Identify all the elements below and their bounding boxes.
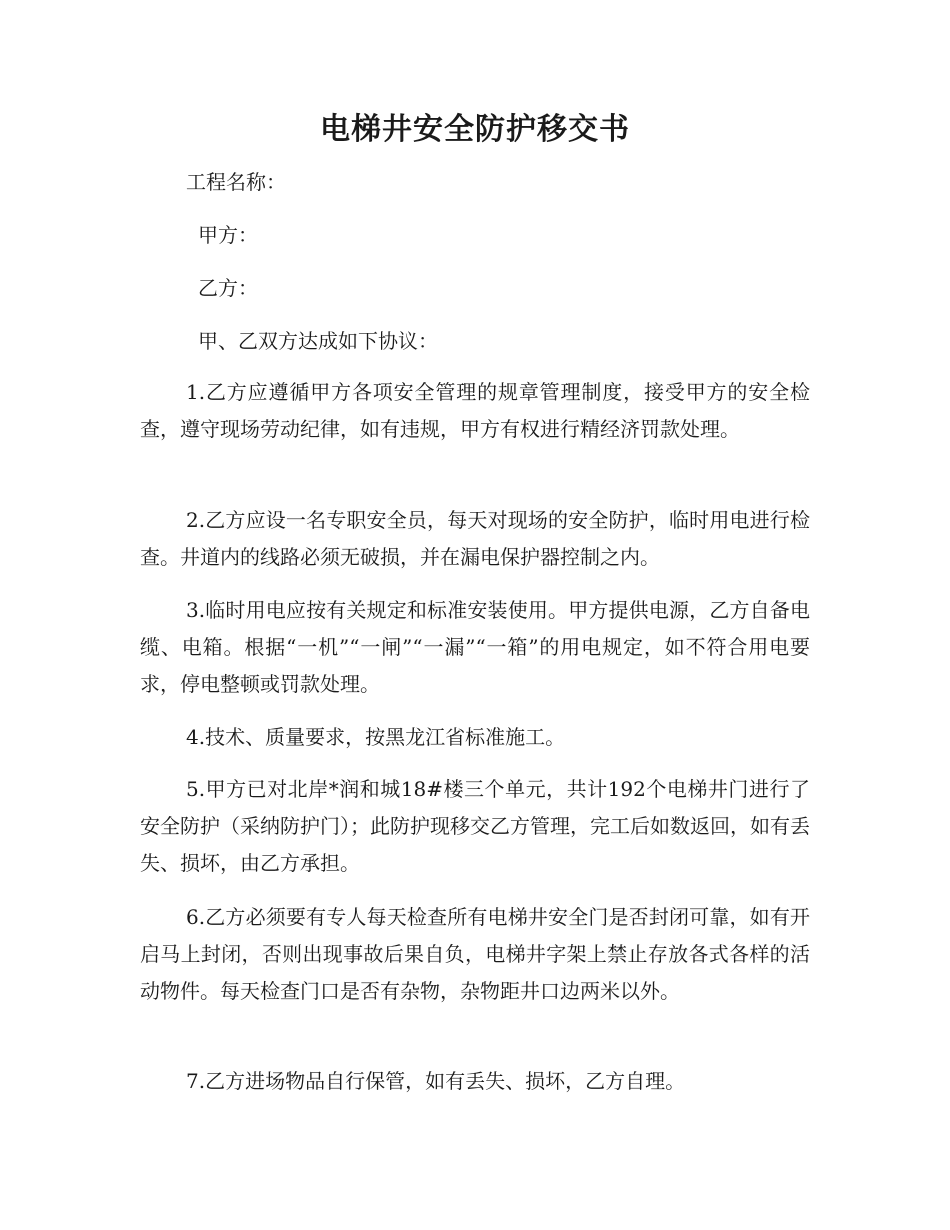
clause-7: 7.乙方进场物品自行保管，如有丢失、损坏，乙方自理。 bbox=[186, 1069, 686, 1093]
clause-6: 6.乙方必须要有专人每天检查所有电梯井安全门是否封闭可靠，如有开启马上封闭，否则出现事故后果自负，电梯井字架上禁止存放各式各样的活动物件。每天检查门口是否有杂物，杂物距井口边两米以外。 bbox=[140, 905, 810, 1003]
party-a-field: 甲方： bbox=[198, 223, 258, 247]
agreement-intro: 甲、乙双方达成如下协议： bbox=[198, 329, 438, 353]
clause-1: 1.乙方应遵循甲方各项安全管理的规章管理制度，接受甲方的安全检查，遵守现场劳动纪律，如有违规，甲方有权进行精经济罚款处理。 bbox=[140, 380, 810, 441]
project-name-field: 工程名称： bbox=[186, 170, 286, 194]
clause-3: 3.临时用电应按有关规定和标准安装使用。甲方提供电源，乙方自备电缆、电箱。根据“一机”“一闸”“一漏”“一箱”的用电规定，如不符合用电要求，停电整顿或罚款处理。 bbox=[140, 598, 810, 696]
party-b-field: 乙方： bbox=[198, 276, 258, 300]
clause-4: 4.技术、质量要求，按黑龙江省标准施工。 bbox=[186, 725, 566, 749]
clause-2: 2.乙方应设一名专职安全员，每天对现场的安全防护，临时用电进行检查。井道内的线路必须无破损，并在漏电保护器控制之内。 bbox=[140, 508, 810, 569]
document-title: 电梯井安全防护移交书 bbox=[320, 112, 630, 147]
clause-5: 5.甲方已对北岸*润和城18#楼三个单元，共计192个电梯井门进行了安全防护（采纳防护门）；此防护现移交乙方管理，完工后如数返回，如有丢失、损坏，由乙方承担。 bbox=[140, 777, 810, 875]
